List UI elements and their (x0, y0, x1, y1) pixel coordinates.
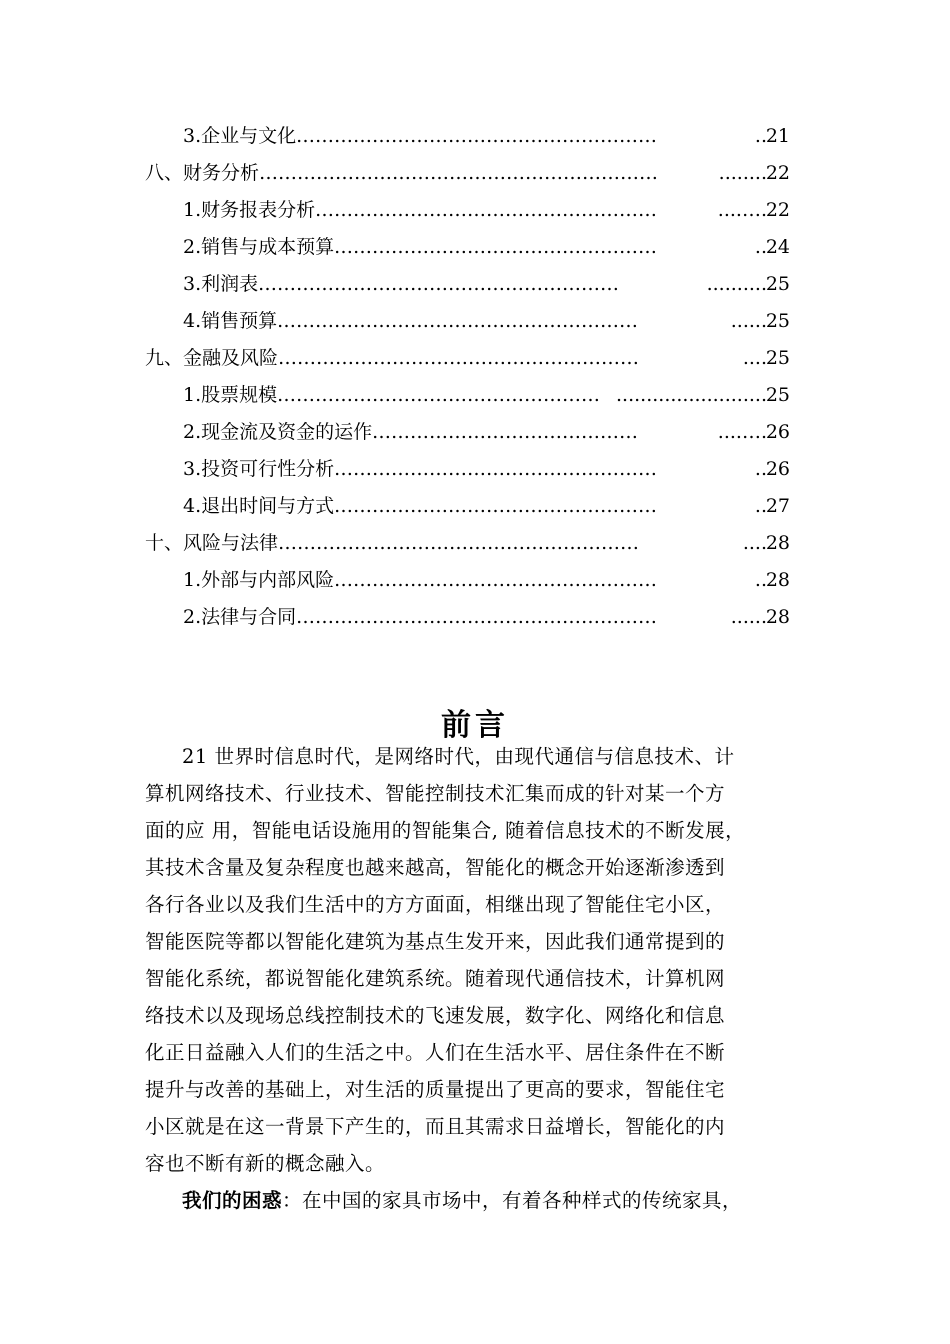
toc-entry (0, 562, 950, 599)
toc-entry-leader: .... (742, 532, 767, 554)
toc-entry-page: 28 (765, 532, 790, 554)
preface-line: 智能医院等都以智能化建筑为基点生发开来，因此我们通常提到的 (145, 930, 726, 953)
toc-entry-page: 22 (765, 162, 790, 184)
toc-entry-leader: ...... (730, 310, 767, 332)
preface-line: 络技术以及现场总线控制技术的飞速发展，数字化、网络化和信息 (145, 1004, 726, 1027)
toc-entry (0, 414, 950, 451)
toc-entry-leader: ....…. (717, 421, 767, 443)
toc-entry-dots: …………………………………………… (334, 495, 657, 517)
toc-entry-leader: .. (754, 125, 767, 147)
toc-entry-label: 4.退出时间与方式 (183, 495, 335, 517)
preface-line: 算机网络技术、行业技术、智能控制技术汇集而成的针对某一个方 (145, 782, 726, 805)
preface-line: 容也不断有新的概念融入。 (145, 1152, 386, 1175)
toc-entry-dots: ………………………………………………… (278, 532, 639, 554)
toc-entry-label: 2.销售与成本预算 (183, 236, 335, 258)
toc-entry-leader: .... (742, 347, 767, 369)
toc-entry-dots: ………………………………………………… (278, 347, 639, 369)
toc-entry (0, 525, 950, 562)
toc-entry (0, 266, 950, 303)
preface-body (145, 738, 825, 1219)
toc-entry-dots: …………………………………………… (334, 236, 657, 258)
toc-entry-label: 3.投资可行性分析 (183, 458, 335, 480)
toc-entry-page: 21 (765, 125, 790, 147)
toc-entry-page: 28 (765, 606, 790, 628)
preface-line: 提升与改善的基础上，对生活的质量提出了更高的要求，智能住宅 (145, 1078, 726, 1101)
toc-entry-leader: ...... (730, 606, 767, 628)
toc-entry-leader: .. (754, 495, 767, 517)
toc-entry-label: 4.销售预算 (183, 310, 278, 332)
toc-entry-page: 25 (765, 273, 790, 295)
preface-line: 小区就是在这一背景下产生的，而且其需求日益增长，智能化的内 (145, 1115, 726, 1138)
toc-entry (0, 599, 950, 636)
preface-title: 前言 (441, 708, 509, 743)
preface-line: 21 世界时信息时代，是网络时代，由现代通信与信息技术、计 (182, 745, 735, 768)
toc-entry-leader: .. (754, 458, 767, 480)
toc-entry-label: 八、财务分析 (145, 162, 260, 184)
preface-last-paragraph (145, 1182, 825, 1219)
toc-entry (0, 192, 950, 229)
toc-entry-leader: ....…. (717, 199, 767, 221)
toc-entry-dots: ……………………………………………………… (259, 162, 658, 184)
toc-entry-page: 26 (765, 458, 790, 480)
toc-entry-label: 九、金融及风险 (145, 347, 279, 369)
toc-entry-page: 25 (765, 310, 790, 332)
preface-line: 各行各业以及我们生活中的方方面面，相继出现了智能住宅小区， (145, 893, 726, 916)
toc-entry-leader: ........ (718, 162, 767, 184)
toc-entry-dots: ………………………………………………… (296, 125, 657, 147)
toc-entry-leader: .. (754, 236, 767, 258)
preface-line: 智能化系统，都说智能化建筑系统。随着现代通信技术，计算机网 (145, 967, 726, 990)
toc-entry-dots: ………………………………………………… (277, 310, 638, 332)
toc-entry-dots: …………………………………… (372, 421, 638, 443)
toc-entry-dots: …………………………………………… (277, 384, 600, 406)
toc-entry-label: 1.外部与内部风险 (183, 569, 335, 591)
preface-line: 化正日益融入人们的生活之中。人们在生活水平、居住条件在不断 (145, 1041, 726, 1064)
toc-entry (0, 229, 950, 266)
toc-entry (0, 118, 950, 155)
toc-entry-label: 1.股票规模 (183, 384, 278, 406)
toc-entry-page: 24 (765, 236, 790, 258)
toc-entry-label: 1.财务报表分析 (183, 199, 316, 221)
toc-entry-leader: .. (754, 569, 767, 591)
toc-entry (0, 451, 950, 488)
preface-line: 面的应 用，智能电话设施用的智能集合, 随着信息技术的不断发展， (145, 819, 746, 842)
toc-entry-dots: ………………………………………………… (296, 606, 657, 628)
toc-entry-page: 28 (765, 569, 790, 591)
preface-line: 其技术含量及复杂程度也越来越高，智能化的概念开始逐渐渗透到 (145, 856, 726, 879)
toc-entry (0, 377, 950, 414)
preface-lead-rest: ：在中国的家具市场中，有着各种样式的传统家具， (282, 1189, 743, 1212)
toc-entry-leader: ......................... (616, 384, 767, 406)
toc-entry (0, 303, 950, 340)
toc-entry-label: 2.法律与合同 (183, 606, 297, 628)
toc-entry-label: 3.企业与文化 (183, 125, 297, 147)
toc-entry-label: 2.现金流及资金的运作 (183, 421, 373, 443)
toc-entry-label: 3.利润表 (183, 273, 259, 295)
toc-entry-dots: …………………………………………… (334, 569, 657, 591)
toc-entry-dots: ……………………………………………… (315, 199, 657, 221)
toc-entry (0, 488, 950, 525)
toc-entry-page: 25 (765, 384, 790, 406)
preface-lead-text: 我们的困惑 (182, 1189, 283, 1212)
toc-entry-page: 22 (765, 199, 790, 221)
toc-entry-leader: .......... (706, 273, 767, 295)
toc-entry (0, 155, 950, 192)
toc-entry (0, 340, 950, 377)
toc-entry-dots: …………………………………………… (334, 458, 657, 480)
toc-entry-page: 25 (765, 347, 790, 369)
toc-entry-label: 十、风险与法律 (145, 532, 279, 554)
toc-entry-page: 27 (765, 495, 790, 517)
toc-entry-dots: ………………………………………………… (258, 273, 619, 295)
toc-entry-page: 26 (765, 421, 790, 443)
